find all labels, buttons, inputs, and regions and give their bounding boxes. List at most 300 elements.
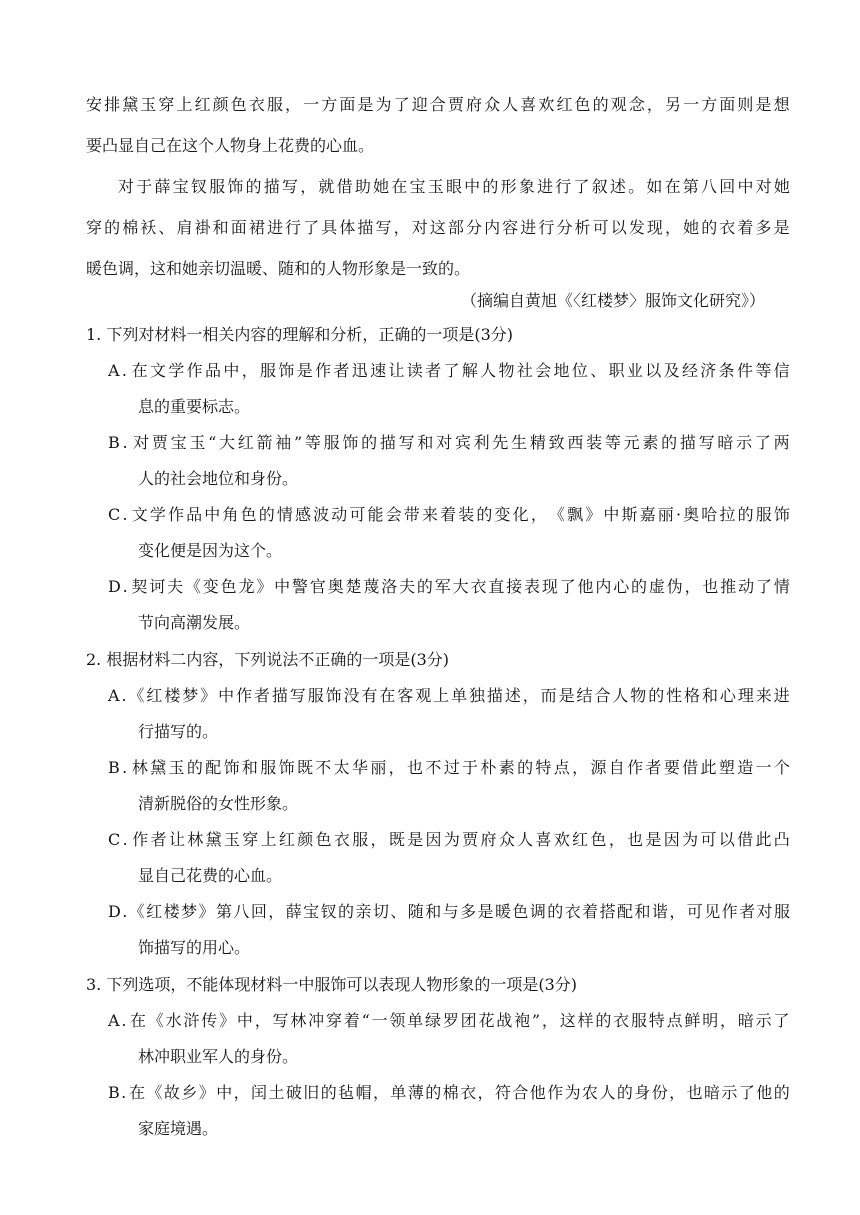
text-glyph: 进 [520, 218, 537, 237]
text-glyph: 林 [187, 830, 204, 849]
text-glyph: 饰 [325, 686, 342, 705]
text-glyph: 作 [315, 361, 332, 380]
text-glyph: 件 [736, 361, 753, 380]
text-glyph: 薄 [407, 1083, 424, 1102]
text-glyph: 了 [573, 177, 590, 196]
text-glyph: 象 [518, 177, 535, 196]
text-glyph: 既 [296, 758, 313, 777]
text-glyph: 面 [339, 95, 356, 114]
text-glyph: 的 [338, 902, 355, 921]
text-glyph: 了 [393, 95, 410, 114]
text-glyph: 服 [307, 686, 324, 705]
text-glyph: 饰 [223, 758, 240, 777]
text-glyph: 色 [315, 830, 332, 849]
text-glyph: 进 [266, 218, 283, 237]
option-line: 行描写的。 [138, 722, 219, 741]
text-glyph: 梦 [182, 686, 199, 705]
text-glyph: 示 [736, 433, 753, 452]
text-glyph: 描 [271, 686, 288, 705]
text-glyph: 衣 [248, 95, 265, 114]
text-glyph: 的 [737, 505, 754, 524]
text-glyph: 《 [184, 577, 201, 596]
text-glyph: 了 [755, 577, 772, 596]
text-glyph: . [122, 505, 128, 524]
text-glyph: 宝 [409, 177, 426, 196]
text-glyph: ， [300, 177, 317, 196]
text-glyph: . [122, 758, 128, 777]
text-glyph: 华 [351, 758, 368, 777]
text-glyph: 》 [219, 1011, 236, 1030]
text-glyph: . [121, 1083, 127, 1102]
text-glyph: 描 [486, 686, 503, 705]
text-glyph: 社 [516, 361, 533, 380]
text-glyph: 解 [461, 361, 478, 380]
text-glyph: 钗 [320, 902, 337, 921]
text-glyph: 着 [582, 902, 599, 921]
text-glyph: 致 [548, 433, 565, 452]
text-glyph: 济 [700, 361, 717, 380]
text-glyph: 袄 [140, 218, 157, 237]
text-glyph: 上 [433, 686, 450, 705]
text-glyph: 调 [529, 902, 546, 921]
text-glyph: 两 [773, 433, 790, 452]
text-glyph: ， [522, 686, 539, 705]
text-glyph: 颜 [297, 830, 314, 849]
text-glyph: ， [285, 95, 302, 114]
text-glyph: 朴 [480, 758, 497, 777]
text-glyph: 《 [128, 686, 145, 705]
text-glyph: 领 [389, 1011, 406, 1030]
option-line [0, 570, 860, 604]
text-glyph: 描 [263, 177, 280, 196]
text-glyph: 人 [599, 1083, 616, 1102]
text-glyph: 宾 [454, 433, 471, 452]
text-glyph: 素 [498, 758, 515, 777]
text-glyph: 饰 [278, 758, 295, 777]
text-glyph: 衣 [460, 1083, 477, 1102]
option-line: 显自己花费的心血。 [138, 866, 283, 885]
text-glyph: 读 [406, 361, 423, 380]
text-glyph: 作 [547, 1083, 564, 1102]
text-glyph: ” [531, 1011, 541, 1030]
text-glyph: 者 [150, 830, 167, 849]
text-glyph: 诃 [149, 577, 166, 596]
option-line: 清新脱俗的女性形象。 [138, 794, 299, 813]
text-glyph: 她 [683, 218, 700, 237]
text-glyph: 谐 [651, 902, 668, 921]
text-glyph: 箭 [256, 433, 273, 452]
text-glyph: 楼 [164, 686, 181, 705]
text-glyph: 示 [721, 1083, 738, 1102]
text-glyph: 色 [512, 902, 529, 921]
text-glyph: 借 [737, 830, 754, 849]
text-glyph: B [108, 1083, 120, 1102]
text-glyph: 在 [131, 361, 148, 380]
text-glyph: 着 [440, 505, 457, 524]
text-glyph: 情 [276, 505, 293, 524]
text-glyph: 来 [421, 505, 438, 524]
text-glyph: 接 [506, 577, 523, 596]
text-glyph: 的 [186, 758, 203, 777]
text-glyph: 在 [379, 686, 396, 705]
text-glyph: 的 [773, 1083, 790, 1102]
text-glyph: 一 [755, 758, 772, 777]
text-glyph: 他 [756, 1083, 773, 1102]
text-glyph: 夫 [167, 577, 184, 596]
text-glyph: ， [268, 902, 285, 921]
text-glyph: ， [646, 95, 663, 114]
text-glyph: 速 [370, 361, 387, 380]
text-glyph: 的 [425, 1083, 442, 1102]
text-glyph: 述 [609, 177, 626, 196]
text-glyph: 》 [198, 1083, 215, 1102]
option-line [0, 1004, 860, 1038]
text-glyph: 亲 [355, 902, 372, 921]
text-glyph: 大 [452, 577, 469, 596]
text-glyph: 、 [590, 361, 607, 380]
text-glyph: 洛 [381, 577, 398, 596]
text-glyph: 特 [535, 758, 552, 777]
text-glyph: 搭 [599, 902, 616, 921]
text-glyph: 穿 [325, 1011, 342, 1030]
text-glyph: 作 [132, 830, 149, 849]
text-glyph: 和 [417, 433, 434, 452]
text-glyph: 作 [168, 505, 185, 524]
text-glyph: 是 [645, 830, 662, 849]
text-glyph: 乡 [181, 1083, 198, 1102]
text-glyph: 在 [391, 177, 408, 196]
text-glyph: 宝 [172, 177, 189, 196]
text-glyph: 能 [367, 505, 384, 524]
text-glyph: 大 [218, 433, 235, 452]
text-glyph: 的 [616, 1083, 633, 1102]
text-glyph: 暗 [737, 1011, 754, 1030]
text-glyph: 的 [320, 1083, 337, 1102]
text-glyph: 中 [464, 177, 481, 196]
text-glyph: 安 [86, 95, 103, 114]
text-glyph: ， [541, 1011, 558, 1030]
text-glyph: 玉 [427, 177, 444, 196]
option-line [0, 426, 860, 460]
text-glyph: 可 [700, 830, 717, 849]
text-glyph: 行 [538, 218, 555, 237]
text-glyph: 单 [390, 1083, 407, 1102]
text-glyph: 林 [131, 758, 148, 777]
text-glyph: 契 [131, 577, 148, 596]
text-glyph: 的 [517, 758, 534, 777]
text-glyph: 也 [627, 830, 644, 849]
text-glyph: 棉 [122, 218, 139, 237]
text-glyph: 喜 [520, 95, 537, 114]
text-glyph: 薛 [285, 902, 302, 921]
text-glyph: 经 [681, 361, 698, 380]
text-glyph: 结 [576, 686, 593, 705]
text-glyph: 军 [434, 577, 451, 596]
text-glyph: 奥 [327, 577, 344, 596]
option-line [0, 354, 860, 388]
text-glyph: 楚 [345, 577, 362, 596]
text-glyph: 人 [517, 830, 534, 849]
passage-line: 暖色调，这和她亲切温暖、随和的人物形象是一致的。 [86, 259, 471, 278]
text-glyph: . [121, 1011, 127, 1030]
text-glyph: 方 [701, 95, 718, 114]
option-line [0, 895, 860, 929]
text-glyph: 穿 [86, 218, 103, 237]
text-glyph: 于 [136, 177, 153, 196]
text-glyph: 份 [651, 1083, 668, 1102]
text-glyph: 土 [268, 1083, 285, 1102]
text-glyph: 中 [223, 361, 240, 380]
text-glyph: 品 [205, 361, 222, 380]
text-glyph: ， [254, 1011, 271, 1030]
text-glyph: D [108, 902, 121, 921]
text-glyph: 飘 [567, 505, 584, 524]
text-glyph: 《 [548, 505, 565, 524]
text-glyph: 宝 [303, 902, 320, 921]
text-glyph: 业 [626, 361, 643, 380]
text-glyph: 于 [462, 758, 479, 777]
text-glyph: 没 [343, 686, 360, 705]
text-glyph: 心 [719, 686, 736, 705]
text-glyph: 的 [104, 218, 121, 237]
text-glyph: 为 [564, 1083, 581, 1102]
option-line: 节向高潮发展。 [138, 613, 251, 632]
passage-line [0, 170, 860, 204]
text-glyph: 红 [572, 830, 589, 849]
text-glyph: ， [388, 758, 405, 777]
text-glyph: 的 [592, 95, 609, 114]
text-glyph: 信 [773, 361, 790, 380]
text-glyph: 点 [666, 1011, 683, 1030]
text-glyph: 丽 [657, 505, 674, 524]
text-glyph: 的 [595, 1011, 612, 1030]
text-glyph: 玉 [223, 830, 240, 849]
text-glyph: 嘉 [639, 505, 656, 524]
text-glyph: 的 [361, 433, 378, 452]
text-glyph: 红 [237, 433, 254, 452]
text-glyph: 此 [700, 758, 717, 777]
text-glyph: 进 [537, 177, 554, 196]
text-glyph: 作 [236, 686, 253, 705]
text-glyph: 奥 [683, 505, 700, 524]
text-glyph: 传 [201, 1011, 218, 1030]
text-glyph: 为 [682, 830, 699, 849]
text-glyph: 品 [186, 505, 203, 524]
text-glyph: 而 [540, 686, 557, 705]
text-glyph: 绿 [425, 1011, 442, 1030]
text-glyph: 就 [318, 177, 335, 196]
text-glyph: 中 [737, 177, 754, 196]
passage-line: 要凸显自己在这个人物身上花费的心血。 [86, 136, 375, 155]
text-glyph: 先 [492, 433, 509, 452]
text-glyph: 花 [478, 1011, 495, 1030]
text-glyph: 动 [738, 577, 755, 596]
text-glyph: 的 [476, 505, 493, 524]
text-glyph: 、 [158, 218, 175, 237]
text-glyph: 对 [436, 433, 453, 452]
text-glyph: 波 [313, 505, 330, 524]
text-glyph: A [108, 361, 120, 380]
text-glyph: 色 [590, 830, 607, 849]
text-glyph: 哈 [701, 505, 718, 524]
text-glyph: 团 [460, 1011, 477, 1030]
option-line: 变化便是因为这个。 [138, 541, 283, 560]
text-glyph: ” [293, 433, 303, 452]
text-glyph: 了 [754, 433, 771, 452]
text-glyph: 在 [129, 1083, 146, 1102]
text-glyph: 自 [608, 758, 625, 777]
text-glyph: 是 [296, 361, 313, 380]
text-glyph: 带 [403, 505, 420, 524]
text-glyph: 者 [253, 686, 270, 705]
text-glyph: 切 [372, 902, 389, 921]
text-glyph: B [108, 758, 120, 777]
text-glyph: 褂 [194, 218, 211, 237]
text-glyph: 排 [104, 95, 121, 114]
text-glyph: 写 [698, 433, 715, 452]
text-glyph: 也 [702, 577, 719, 596]
text-glyph: 服 [630, 1011, 647, 1030]
text-glyph: 着 [343, 1011, 360, 1030]
question-stem: 2. 根据材料二内容，下列说法不正确的一项是(3分) [86, 650, 450, 669]
text-glyph: 警 [292, 577, 309, 596]
text-glyph: 者 [739, 902, 756, 921]
option-line: 家庭境遇。 [138, 1119, 219, 1138]
text-glyph: 也 [407, 758, 424, 777]
text-glyph: . [122, 902, 128, 921]
text-glyph: 中 [204, 505, 221, 524]
text-glyph: · [675, 505, 682, 524]
text-glyph: 助 [354, 177, 371, 196]
text-glyph: 等 [604, 433, 621, 452]
text-glyph: 和 [634, 902, 651, 921]
text-glyph: 衣 [719, 218, 736, 237]
text-glyph: 服 [352, 830, 369, 849]
text-glyph: 色 [240, 505, 257, 524]
text-glyph: 中 [218, 686, 235, 705]
text-glyph: 众 [498, 830, 515, 849]
text-glyph: 色 [220, 577, 237, 596]
text-glyph: 是 [773, 218, 790, 237]
text-glyph: 第 [682, 177, 699, 196]
text-glyph: ， [477, 1083, 494, 1102]
text-glyph: 拉 [719, 505, 736, 524]
text-glyph: 借 [682, 758, 699, 777]
text-glyph: 斯 [621, 505, 638, 524]
text-glyph: ， [720, 1011, 737, 1030]
text-glyph: 个 [773, 758, 790, 777]
passage-line [0, 211, 860, 245]
text-glyph: 《 [147, 1011, 164, 1030]
text-glyph: 丽 [370, 758, 387, 777]
text-glyph: 第 [215, 902, 232, 921]
text-glyph: 色 [574, 95, 591, 114]
text-glyph: 会 [385, 505, 402, 524]
text-glyph: ， [665, 218, 682, 237]
text-glyph: 述 [504, 686, 521, 705]
text-glyph: 欢 [538, 95, 555, 114]
text-glyph: 情 [773, 577, 790, 596]
text-glyph: 写 [281, 177, 298, 196]
text-glyph: 》 [585, 505, 602, 524]
text-glyph: 着 [737, 218, 754, 237]
text-glyph: 多 [460, 902, 477, 921]
text-glyph: 》 [200, 686, 217, 705]
text-glyph: . [121, 361, 127, 380]
text-glyph: 地 [553, 361, 570, 380]
text-glyph: 衣 [564, 902, 581, 921]
text-glyph: 面 [719, 95, 736, 114]
text-glyph: 学 [168, 361, 185, 380]
text-glyph: 理 [737, 686, 754, 705]
text-glyph: 推 [720, 577, 737, 596]
text-glyph: 的 [416, 577, 433, 596]
text-glyph: 龙 [238, 577, 255, 596]
text-glyph: 袍 [514, 1011, 531, 1030]
text-glyph: 如 [646, 177, 663, 196]
text-glyph: 在 [664, 177, 681, 196]
text-glyph: 让 [168, 830, 185, 849]
text-glyph: 了 [303, 218, 320, 237]
text-glyph: 蔑 [363, 577, 380, 596]
text-glyph: 虚 [648, 577, 665, 596]
option-line [0, 823, 860, 857]
text-glyph: 写 [375, 218, 392, 237]
text-glyph: 造 [737, 758, 754, 777]
text-glyph: 学 [149, 505, 166, 524]
text-glyph: 破 [285, 1083, 302, 1102]
text-glyph: 条 [718, 361, 735, 380]
text-glyph: 旧 [303, 1083, 320, 1102]
text-glyph: 性 [666, 686, 683, 705]
text-glyph: 这 [559, 1011, 576, 1030]
text-glyph: 人 [480, 361, 497, 380]
text-glyph: 示 [755, 1011, 772, 1030]
text-glyph: 的 [547, 902, 564, 921]
text-glyph: 的 [245, 177, 262, 196]
text-glyph: . [122, 577, 128, 596]
text-glyph: 素 [642, 433, 659, 452]
text-glyph: 一 [683, 95, 700, 114]
text-glyph: 想 [773, 95, 790, 114]
text-glyph: 黛 [150, 758, 167, 777]
text-glyph: 者 [333, 361, 350, 380]
text-glyph: A [108, 686, 120, 705]
text-glyph: 服 [266, 95, 283, 114]
text-glyph: 太 [333, 758, 350, 777]
text-glyph: 身 [634, 1083, 651, 1102]
text-glyph: 行 [555, 177, 572, 196]
text-glyph: 棉 [442, 1083, 459, 1102]
text-glyph: 塑 [718, 758, 735, 777]
text-glyph: 肩 [176, 218, 193, 237]
text-glyph: 借 [336, 177, 353, 196]
text-glyph: 是 [477, 902, 494, 921]
text-glyph: 西 [567, 433, 584, 452]
text-glyph: 装 [458, 505, 475, 524]
text-glyph: 可 [686, 902, 703, 921]
text-glyph: 黛 [205, 830, 222, 849]
text-glyph: 穿 [242, 830, 259, 849]
text-glyph: 可 [349, 505, 366, 524]
text-glyph: 动 [331, 505, 348, 524]
text-glyph: 回 [250, 902, 267, 921]
text-glyph: 感 [294, 505, 311, 524]
text-glyph: 对 [411, 218, 428, 237]
text-glyph: 农 [582, 1083, 599, 1102]
text-glyph: 与 [442, 902, 459, 921]
text-glyph: A [108, 1011, 120, 1030]
